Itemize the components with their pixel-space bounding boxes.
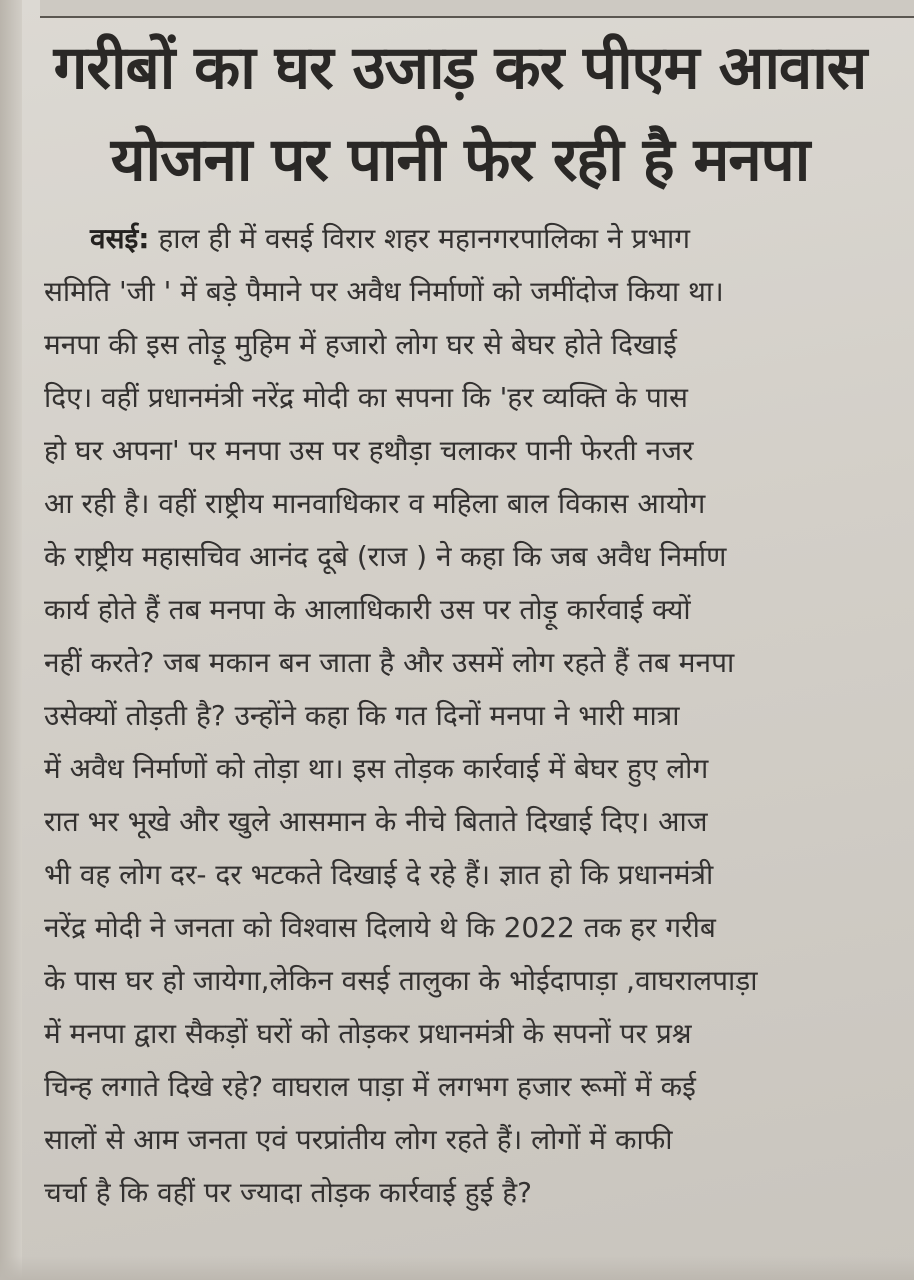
bottom-edge-shadow <box>0 1256 914 1280</box>
body-line: भी वह लोग दर- दर भटकते दिखाई दे रहे हैं। ज्ञात हो कि प्रधानमंत्री <box>44 858 714 891</box>
body-line: नरेंद्र मोदी ने जनता को विश्वास दिलाये थे कि 2022 तक हर गरीब <box>44 911 716 944</box>
page-fold-shadow <box>0 0 22 1280</box>
body-line: चर्चा है कि वहीं पर ज्यादा तोड़क कार्रवाई हुई है? <box>44 1176 533 1209</box>
body-line: आ रही है। वहीं राष्ट्रीय मानवाधिकार व महिला बाल विकास आयोग <box>44 487 706 520</box>
body-line: उसेक्यों तोड़ती है? उन्होंने कहा कि गत दिनों मनपा ने भारी मात्रा <box>44 699 680 732</box>
dateline: वसई: <box>90 222 150 255</box>
body-line: चिन्ह लगाते दिखे रहे? वाघराल पाड़ा में लगभग हजार रूमों में कई <box>44 1070 696 1103</box>
body-line: मनपा की इस तोड़ू मुहिम में हजारो लोग घर से बेघर होते दिखाई <box>44 328 677 361</box>
body-line: रात भर भूखे और खुले आसमान के नीचे बिताते दिखाई दिए। आज <box>44 805 708 838</box>
headline-line-1: गरीबों का घर उजाड़ कर पीएम आवास <box>53 33 867 103</box>
body-line: कार्य होते हैं तब मनपा के आलाधिकारी उस पर तोड़ू कार्रवाई क्यों <box>44 593 691 626</box>
body-line: दिए। वहीं प्रधानमंत्री नरेंद्र मोदी का सपना कि 'हर व्यक्ति के पास <box>44 381 688 414</box>
body-line: समिति 'जी ' में बड़े पैमाने पर अवैध निर्माणों को जमींदोज किया था। <box>44 275 724 308</box>
body-line: में अवैध निर्माणों को तोड़ा था। इस तोड़क कार्रवाई में बेघर हुए लोग <box>44 752 709 785</box>
body-line: हो घर अपना' पर मनपा उस पर हथौड़ा चलाकर पानी फेरती नजर <box>44 434 694 467</box>
body-line: नहीं करते? जब मकान बन जाता है और उसमें लोग रहते हैं तब मनपा <box>44 646 735 679</box>
body-line: में मनपा द्वारा सैकड़ों घरों को तोड़कर प्रधानमंत्री के सपनों पर प्रश्न <box>44 1017 692 1050</box>
body-line-text: हाल ही में वसई विरार शहर महानगरपालिका ने प्रभाग <box>149 222 691 255</box>
article-headline <box>30 22 890 206</box>
body-line: सालों से आम जनता एवं परप्रांतीय लोग रहते हैं। लोगों में काफी <box>44 1123 673 1156</box>
previous-column-strip <box>40 0 914 18</box>
body-line: के पास घर हो जायेगा,लेकिन वसई तालुका के भोईदापाड़ा ,वाघरालपाड़ा <box>44 964 758 997</box>
body-line <box>44 212 900 265</box>
headline-line-2: योजना पर पानी फेर रही है मनपा <box>110 125 810 195</box>
body-line: के राष्ट्रीय महासचिव आनंद दूबे (राज ) ने कहा कि जब अवैध निर्माण <box>44 540 727 573</box>
article-body <box>44 212 900 1219</box>
